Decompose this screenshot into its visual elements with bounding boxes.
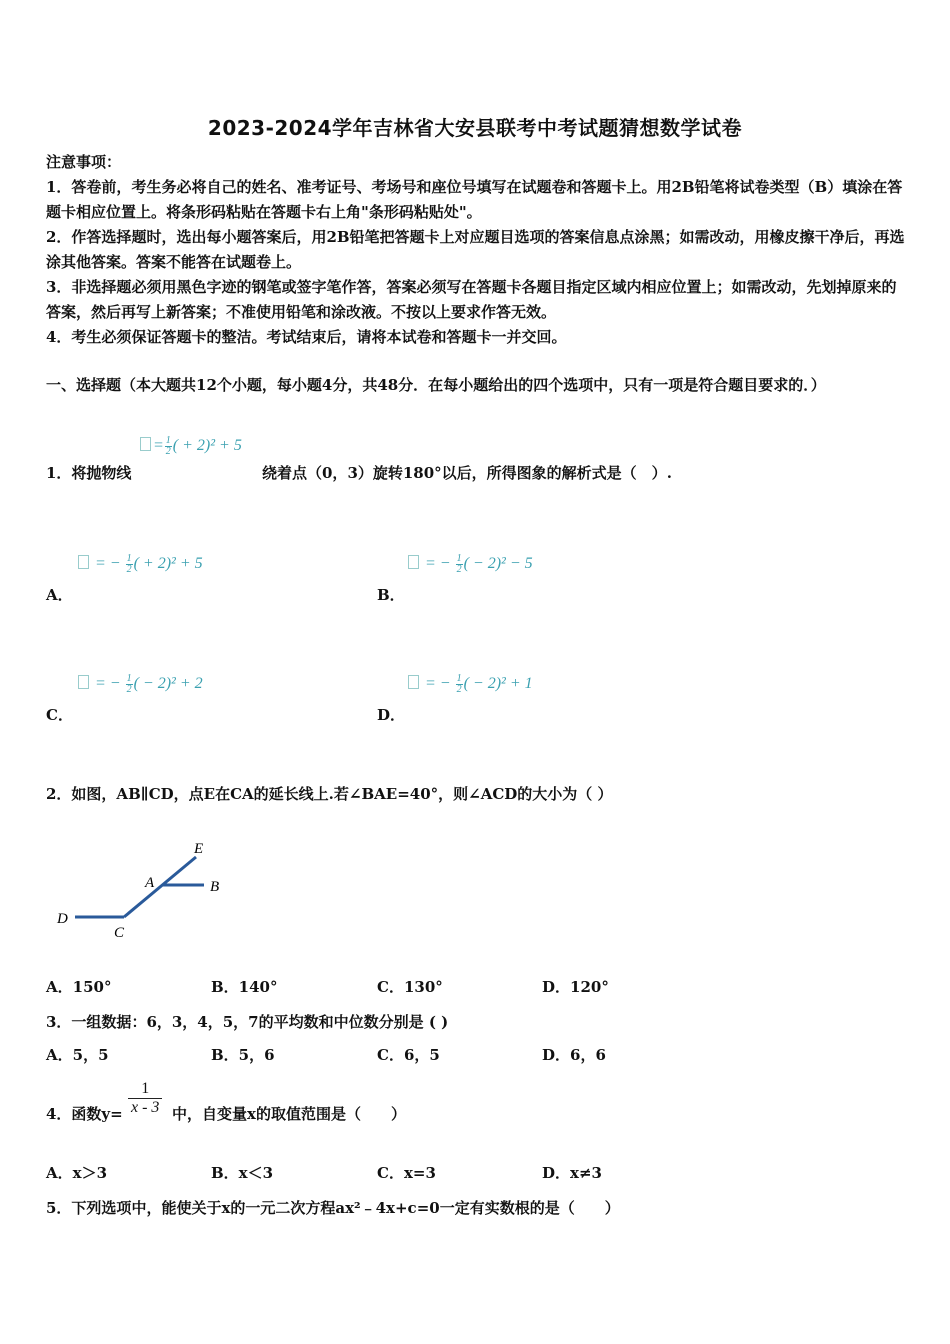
notice-item-2: 2．作答选择题时，选出每小题答案后，用2B铅笔把答题卡上对应题目选项的答案信息点涂黑；如需改动，用橡皮擦干净后，再选涂其他答案。答案不能答在试题卷上。 [46, 228, 905, 271]
q1-option-d-formula: = − $\frac{1}{2}$ ( − 2)² + 1 [406, 674, 533, 695]
q2-label-d: D [57, 911, 68, 927]
q5-text: 5．下列选项中，能使关于x的一元二次方程ax²﹣4x+c=0一定有实数根的是（ ） [46, 1199, 620, 1217]
q2-option-d[interactable]: D．120° [542, 978, 609, 996]
q4-prefix: 4．函数y= [46, 1105, 123, 1123]
q4-option-d[interactable]: D．x≠3 [542, 1164, 602, 1182]
q2-line-ce [124, 857, 196, 917]
q3-option-b[interactable]: B．5，6 [211, 1046, 275, 1064]
notice-heading: 注意事项： [46, 153, 122, 171]
notice-item-3: 3．非选择题必须用黑色字迹的钢笔或签字笔作答，答案必须写在答题卡各题目指定区域内相应位置上；如需改动，先划掉原来的答案，然后再写上新答案；不准使用铅笔和涂改液。不按以上要求作答无效。 [46, 278, 897, 321]
q1-prefix: 1．将抛物线 [46, 464, 132, 482]
q2-label-e: E [194, 841, 204, 857]
q4-fraction [128, 1080, 162, 1117]
q3-option-a[interactable]: A．5，5 [46, 1046, 109, 1064]
q2-figure [50, 835, 240, 945]
q1-formula: = $\frac{1}{2}$ ( + 2)² + 5 [138, 436, 242, 457]
q4-option-c[interactable]: C．x=3 [377, 1164, 436, 1182]
notice-item-1: 1．答卷前，考生务必将自己的姓名、准考证号、考场号和座位号填写在试题卷和答题卡上。用2B铅笔将试卷类型（B）填涂在答题卡相应位置上。将条形码粘贴在答题卡右上角"条形码粘贴处"。 [46, 178, 903, 221]
q2-option-c[interactable]: C．130° [377, 978, 443, 996]
q1-formula-tail: ( + 2)² + 5 [172, 437, 242, 455]
q2-text: 2．如图，AB∥CD，点E在CA的延长线上.若∠BAE=40°，则∠ACD的大小为（ ） [46, 785, 613, 803]
q4-option-b[interactable]: B．x＜3 [211, 1164, 274, 1182]
q1-option-c-formula: = − $\frac{1}{2}$ ( − 2)² + 2 [76, 674, 203, 695]
q3-option-c[interactable]: C．6，5 [377, 1046, 440, 1064]
q1-formula-lead: = [153, 437, 164, 455]
q1-suffix: 绕着点（0，3）旋转180°以后，所得图象的解析式是（ ）. [262, 464, 672, 482]
q2-label-c: C [114, 925, 125, 941]
q1-option-b-formula: = − $\frac{1}{2}$ ( − 2)² − 5 [406, 554, 533, 575]
q4-suffix: 中，自变量x的取值范围是（ ） [172, 1105, 406, 1123]
notice-item-4: 4．考生必须保证答题卡的整洁。考试结束后，请将本试卷和答题卡一并交回。 [46, 328, 567, 346]
notice-block [46, 150, 906, 350]
q2-label-b: B [210, 879, 220, 895]
q2-option-a[interactable]: A．150° [46, 978, 112, 996]
q4-fraction-num: 1 [141, 1080, 150, 1097]
q2-option-b[interactable]: B．140° [211, 978, 278, 996]
q1-option-c-label[interactable]: C． [46, 706, 73, 724]
q2-label-a: A [145, 875, 155, 891]
q4-fraction-den: x - 3 [128, 1098, 162, 1117]
q1-option-a-formula: = − $\frac{1}{2}$ ( + 2)² + 5 [76, 554, 203, 575]
q4-option-a[interactable]: A．x＞3 [46, 1164, 108, 1182]
q3-option-d[interactable]: D．6，6 [542, 1046, 606, 1064]
page-title: 2023-2024学年吉林省大安县联考中考试题猜想数学试卷 [207, 116, 743, 140]
q1-option-d-label[interactable]: D． [377, 706, 406, 724]
q1-option-b-label[interactable]: B． [377, 586, 405, 604]
q3-text: 3．一组数据：6，3，4，5，7的平均数和中位数分别是 ( ) [46, 1013, 449, 1031]
section-heading: 一、选择题（本大题共12个小题，每小题4分，共48分．在每小题给出的四个选项中，只有一项是符合题目要求的．） [46, 376, 826, 394]
q1-option-a-label[interactable]: A． [46, 586, 73, 604]
